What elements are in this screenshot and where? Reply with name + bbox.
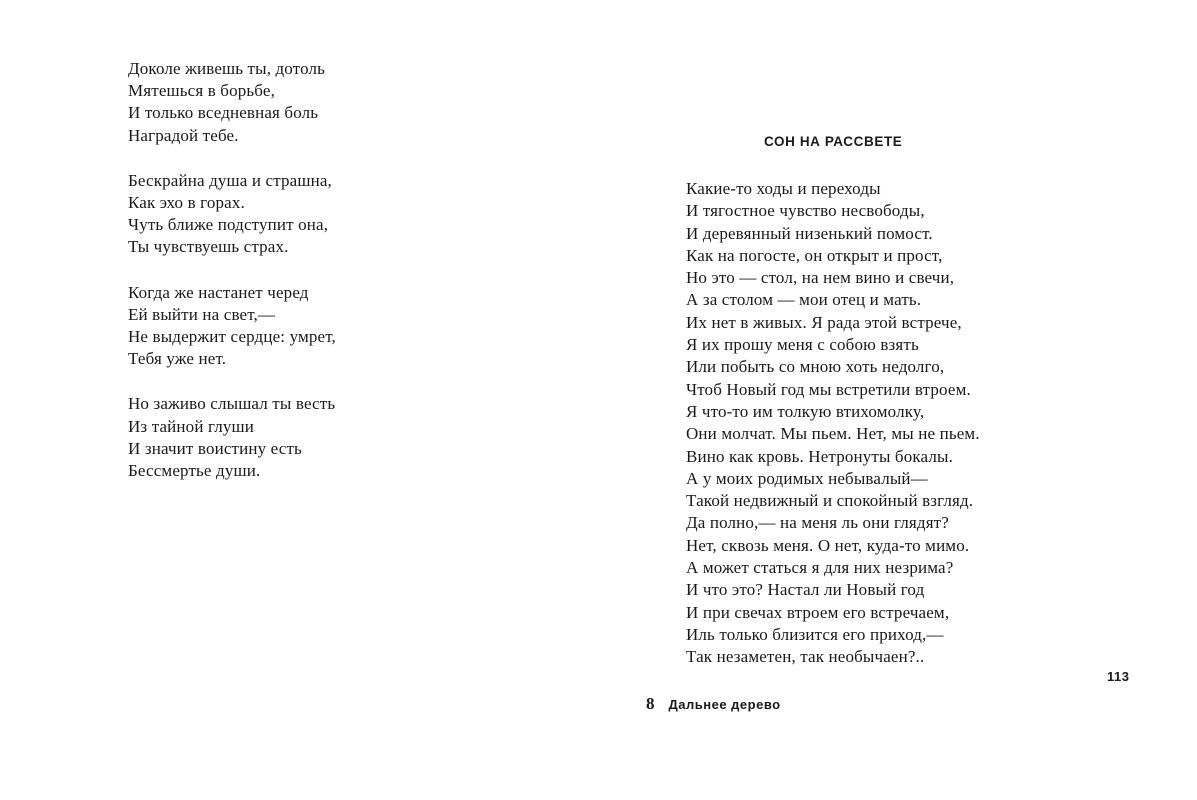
poem-line: Бескрайна душа и страшна,	[128, 170, 332, 190]
poem-line: Ей выйти на свет,—	[128, 304, 276, 324]
poem-line: Вино как кровь. Нетронуты бокалы.	[686, 446, 953, 466]
poem-line: Но это — стол, на нем вино и свечи,	[686, 268, 955, 288]
poem-line: И что это? Настал ли Новый год	[686, 580, 925, 600]
poem-line: Их нет в живых. Я рада этой встрече,	[686, 312, 962, 332]
poem-line: Я что-то им толкую втихомолку,	[686, 401, 925, 421]
poem-line: Наградой тебе.	[128, 125, 239, 145]
poem-line: И тягостное чувство несвободы,	[686, 201, 925, 221]
poem-line: Как эхо в горах.	[128, 193, 245, 213]
poem-line: А за столом — мои отец и мать.	[686, 290, 922, 310]
poem-line: Я их прошу меня с собою взять	[686, 335, 919, 355]
poem-line: Да полно,— на меня ль они глядят?	[686, 513, 949, 533]
poem-line: Так незаметен, так необычаен?..	[686, 647, 925, 667]
poem-line: И только вседневная боль	[128, 103, 319, 123]
poem-line: А может статься я для них незрима?	[686, 558, 954, 578]
right-poem	[686, 178, 1166, 669]
left-poem	[128, 58, 548, 505]
signature-title: Дальнее дерево	[668, 697, 781, 712]
stanza	[128, 170, 548, 259]
poem-line: Ты чувствуешь страх.	[128, 237, 289, 257]
poem-line: Бессмертье души.	[128, 461, 261, 481]
poem-line: Не выдержит сердце: умрет,	[128, 327, 336, 347]
poem-line: Какие-то ходы и переходы	[686, 179, 881, 198]
poem-title: СОН НА РАССВЕТЕ	[764, 134, 903, 149]
poem-line: Чтоб Новый год мы встретили втроем.	[686, 379, 971, 399]
poem-line: А у моих родимых небывалый—	[686, 468, 928, 488]
stanza	[128, 393, 548, 482]
poem-line: Мятешься в борьбе,	[128, 81, 275, 101]
stanza	[128, 282, 548, 371]
poem-line: Как на погосте, он открыт и прост,	[686, 245, 943, 265]
stanza	[128, 58, 548, 147]
poem-line: Такой недвижный и спокойный взгляд.	[686, 491, 974, 511]
poem-line: Нет, сквозь меня. О нет, куда-то мимо.	[686, 535, 970, 555]
poem-line: Иль только близится его приход,—	[686, 624, 944, 644]
page-number: 113	[1107, 669, 1130, 684]
poem-line: Но заживо слышал ты весть	[128, 394, 336, 414]
signature-number: 8	[646, 694, 655, 713]
poem-line: Они молчат. Мы пьем. Нет, мы не пьем.	[686, 424, 980, 444]
poem-line: И значит воистину есть	[128, 438, 302, 458]
left-page	[0, 0, 598, 800]
poem-line: Из тайной глуши	[128, 416, 254, 436]
poem-line: И при свечах втроем его встречаем,	[686, 602, 950, 622]
poem-line: Доколе живешь ты, дотоль	[128, 59, 326, 78]
printer-signature	[646, 694, 781, 714]
right-page	[598, 0, 1197, 800]
poem-line: Когда же настанет черед	[128, 282, 309, 302]
poem-line: Тебя уже нет.	[128, 349, 227, 369]
poem-line: Или побыть со мною хоть недолго,	[686, 357, 945, 377]
poem-line: И деревянный низенький помост.	[686, 223, 933, 243]
poem-line: Чуть ближе подступит она,	[128, 215, 329, 235]
